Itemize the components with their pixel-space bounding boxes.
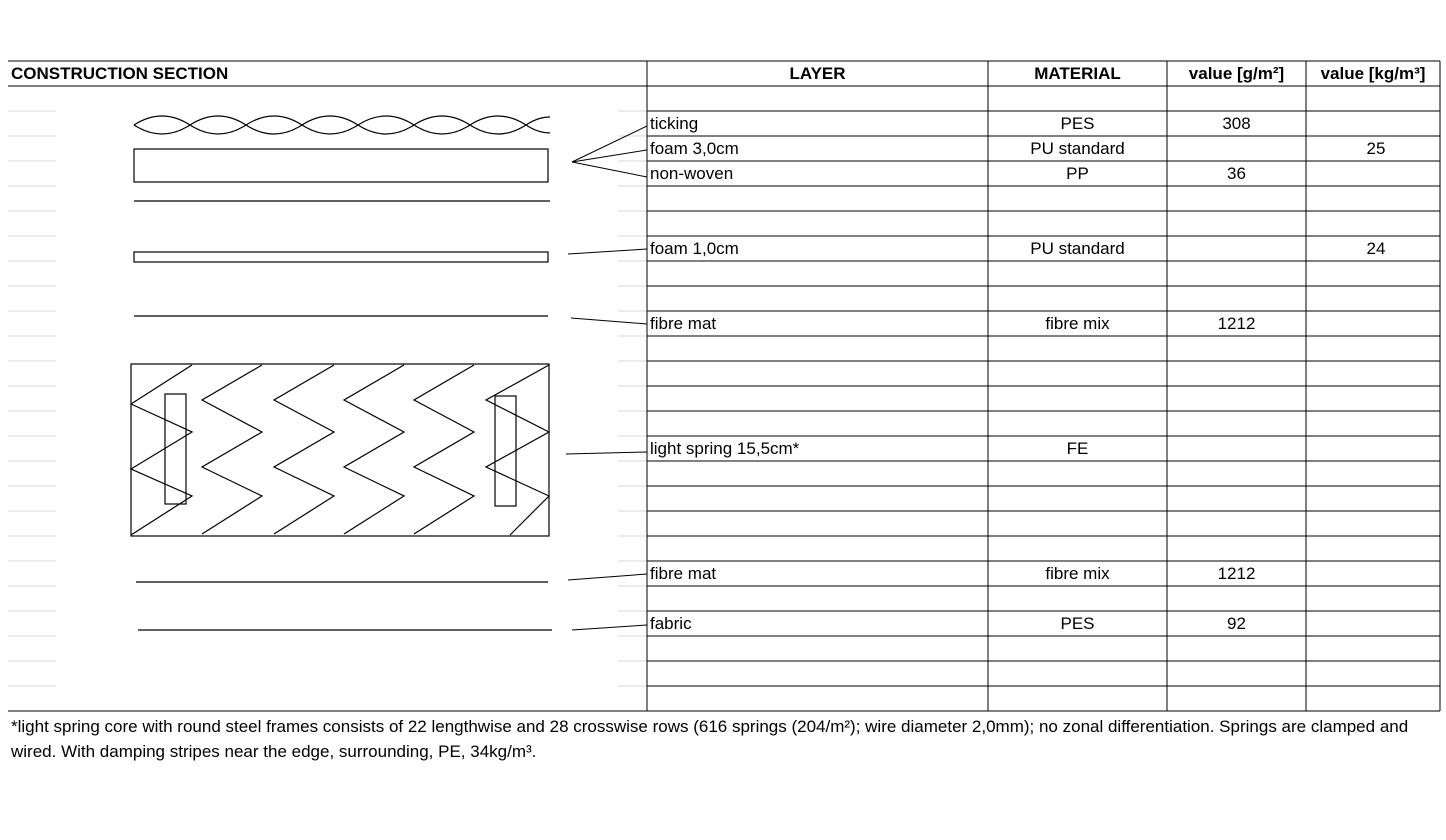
value-kg-cell: 24 (1366, 239, 1386, 258)
footnote: *light spring core with round steel frames consists of 22 lengthwise and 28 crosswise rows (616 springs (204/m²); wire diameter 2,0mm); no zonal differentiation. Springs are clamped and wired. With damping stripes near the edge, surrounding, PE, 34kg/m³. (11, 717, 1409, 761)
layer-cell: fabric (650, 614, 692, 633)
damping-stripe-left (165, 394, 186, 504)
layer-cell: non-woven (650, 164, 734, 183)
material-cell: PP (1066, 164, 1089, 183)
material-cell: PU standard (1030, 139, 1125, 158)
layer-cell: foam 3,0cm (650, 139, 739, 158)
material-cell: PES (1060, 114, 1095, 133)
spring-zigzag (131, 365, 549, 535)
value-g-cell: 1212 (1217, 564, 1256, 583)
layer-cell: fibre mat (650, 314, 717, 333)
value-g-cell: 1212 (1217, 314, 1256, 333)
material-cell: PU standard (1030, 239, 1125, 258)
value-g-cell: 308 (1222, 114, 1251, 133)
value-g-cell: 36 (1227, 164, 1246, 183)
layer-cell: ticking (650, 114, 699, 133)
value-gm2-column-header: value [g/m²] (1188, 64, 1285, 83)
material-cell: fibre mix (1045, 314, 1110, 333)
layer-column-header: LAYER (789, 64, 846, 83)
material-column-header: MATERIAL (1034, 64, 1121, 83)
ticking-shape (134, 116, 550, 134)
material-cell: PES (1060, 614, 1095, 633)
layer-cell: foam 1,0cm (650, 239, 739, 258)
damping-stripe-right (495, 396, 516, 506)
layer-cell: fibre mat (650, 564, 717, 583)
material-cell: FE (1066, 439, 1089, 458)
value-kgm3-column-header: value [kg/m³] (1320, 64, 1426, 83)
foam-1cm-shape (134, 252, 548, 262)
material-cell: fibre mix (1045, 564, 1110, 583)
foam-3cm-shape (134, 149, 548, 182)
layer-drawing (131, 116, 647, 630)
leader-lines (566, 126, 647, 630)
value-g-cell: 92 (1227, 614, 1246, 633)
spring-core-shape (131, 364, 549, 536)
construction-section-header: CONSTRUCTION SECTION (11, 64, 229, 83)
layer-cell: light spring 15,5cm* (650, 439, 800, 458)
value-kg-cell: 25 (1366, 139, 1386, 158)
